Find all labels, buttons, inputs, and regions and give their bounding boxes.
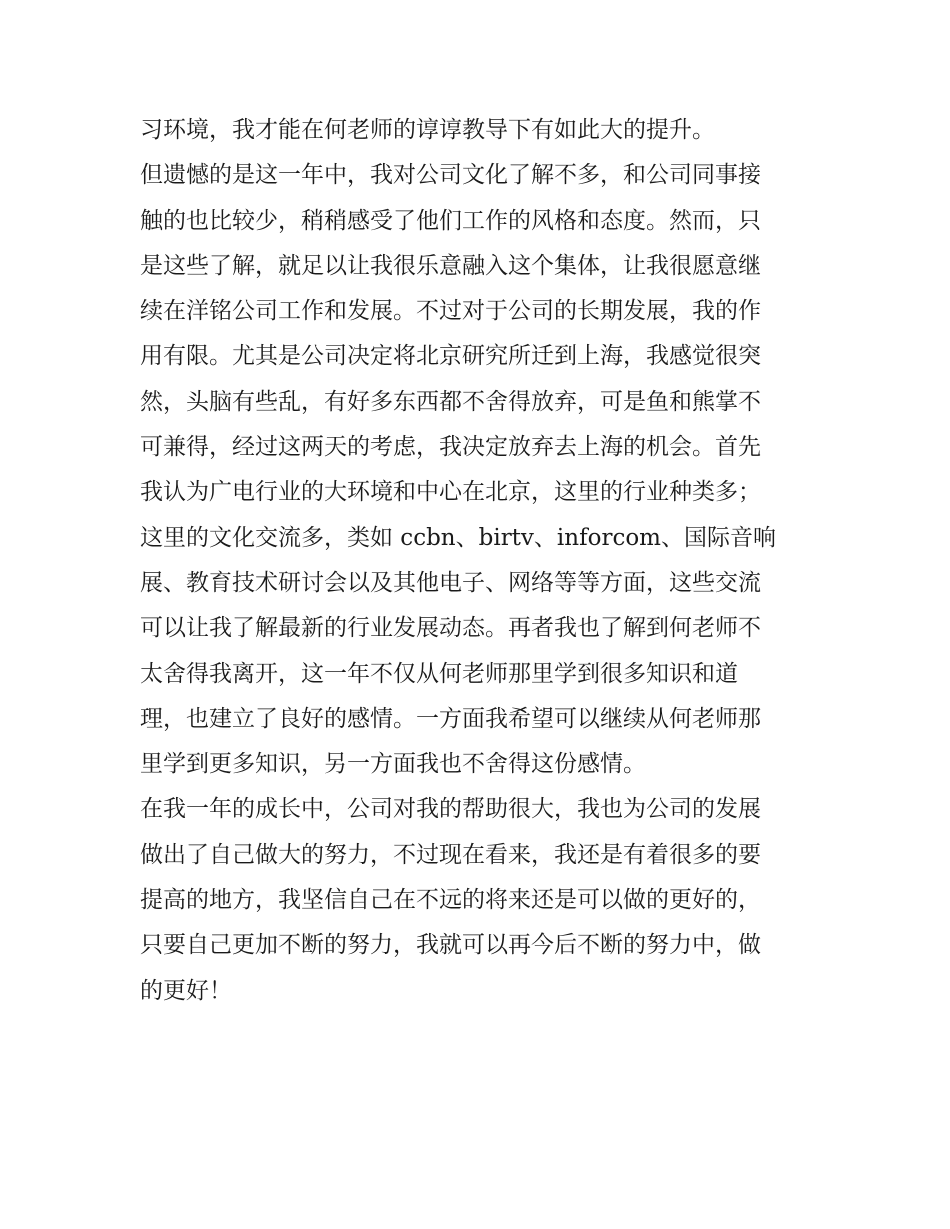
text-line: 续在洋铭公司工作和发展。不过对于公司的长期发展，我的作	[140, 298, 761, 325]
text-line: 用有限。尤其是公司决定将北京研究所迁到上海，我感觉很突	[140, 343, 761, 370]
text-line: 触的也比较少，稍稍感受了他们工作的风格和态度。然而，只	[140, 207, 761, 234]
text-line: 只要自己更加不断的努力，我就可以再今后不断的努力中，做	[140, 932, 761, 959]
text-line: 习环境，我才能在何老师的谆谆教导下有如此大的提升。	[140, 117, 715, 143]
text-line: 可兼得，经过这两天的考虑，我决定放弃去上海的机会。首先	[140, 434, 761, 461]
document-body	[140, 108, 820, 1014]
text-line: 理，也建立了良好的感情。一方面我希望可以继续从何老师那	[140, 705, 761, 732]
text-line: 我认为广电行业的大环境和中心在北京，这里的行业种类多；	[140, 479, 761, 506]
text-line: 在我一年的成长中，公司对我的帮助很大，我也为公司的发展	[140, 796, 761, 823]
text-line: 这里的文化交流多，类如 ccbn、birtv、inforcom、国际音响	[140, 524, 776, 551]
text-line: 展、教育技术研讨会以及其他电子、网络等等方面，这些交流	[140, 569, 761, 596]
text-line: 可以让我了解最新的行业发展动态。再者我也了解到何老师不	[140, 615, 761, 642]
text-line: 的更好！	[140, 977, 232, 1004]
text-line: 太舍得我离开，这一年不仅从何老师那里学到很多知识和道	[140, 660, 738, 687]
text-line: 是这些了解，就足以让我很乐意融入这个集体，让我很愿意继	[140, 252, 761, 279]
text-line: 然，头脑有些乱，有好多东西都不舍得放弃，可是鱼和熊掌不	[140, 388, 761, 415]
text-line: 里学到更多知识，另一方面我也不舍得这份感情。	[140, 751, 646, 778]
text-line: 提高的地方，我坚信自己在不远的将来还是可以做的更好的，	[140, 887, 761, 914]
text-line: 做出了自己做大的努力，不过现在看来，我还是有着很多的要	[140, 841, 761, 868]
text-line: 但遗憾的是这一年中，我对公司文化了解不多，和公司同事接	[140, 162, 761, 189]
